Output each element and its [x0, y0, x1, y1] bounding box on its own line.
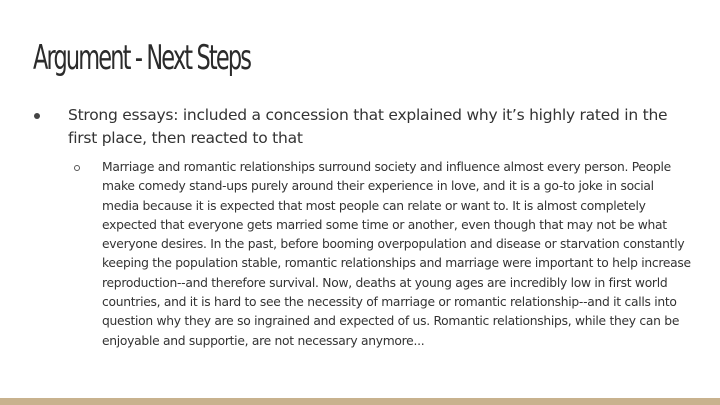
sub-bullet-item: [68, 158, 692, 351]
bullet-item: [32, 104, 692, 351]
bullet-list: [32, 104, 692, 351]
hollow-bullet-icon: [74, 165, 80, 171]
bullet-dot-icon: [34, 113, 40, 119]
accent-footer-bar: [0, 398, 720, 405]
bullet-text: Strong essays: included a concession that explained why it’s highly rated in the first place, then reacted to that: [68, 106, 668, 147]
slide-title: Argument - Next Steps: [33, 38, 251, 78]
sub-bullet-text: Marriage and romantic relationships surround society and influence almost every person. People make comedy stand-ups purely around their experience in love, and it is a go-to joke in social media because it is expected that most people can relate or want to. It is almost completely expected that everyone gets married some time or another, even though that may not be what everyone desires. In the past, before booming overpopulation and disease or starvation constantly keeping the population stable, romantic relationships and marriage were important to help increase reproduction--and therefore survival. Now, deaths at young ages are incredibly low in first world countries, and it is hard to see the necessity of marriage or romantic relationship--and it calls into question why they are so ingrained and expected of us. Romantic relationships, while they can be enjoyable and supportie, are not necessary anymore...: [102, 160, 691, 348]
sub-bullet-list: [68, 158, 692, 351]
